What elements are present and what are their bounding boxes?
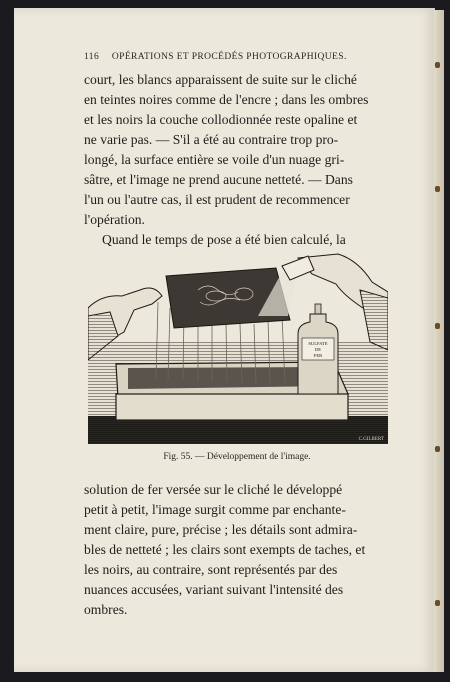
bottle-stopper: [315, 304, 321, 314]
text-line: l'un ou l'autre cas, il est prudent de recommencer: [84, 192, 350, 207]
paragraph-bottom: [84, 480, 390, 620]
text-line: solution de fer versée sur le cliché le développé: [84, 482, 343, 497]
page-edge-mark: [435, 323, 440, 329]
text-line: bles de netteté ; les clairs sont exempts de taches, et: [84, 542, 366, 557]
running-head: [84, 52, 394, 62]
text-line: en teintes noires comme de l'encre ; dans les ombres: [84, 92, 369, 107]
text-line: l'opération.: [84, 212, 145, 227]
text-line: ment claire, pure, précise ; les détails sont admira-: [84, 522, 358, 537]
tray-front: [116, 394, 348, 420]
page-edge-mark: [435, 446, 440, 452]
running-head-title: OPÉRATIONS ET PROCÉDÉS PHOTOGRAPHIQUES.: [111, 52, 347, 62]
text-line: court, les blancs apparaissent de suite sur le cliché: [84, 72, 357, 87]
text-line: nuances accusées, variant suivant l'intensité des: [84, 582, 344, 597]
engraver-signature: C.GILBERT: [358, 437, 384, 442]
text-line: sâtre, et l'image ne prend aucune netteté. — Dans: [84, 172, 353, 187]
page-edge-mark: [435, 62, 440, 68]
page-edge: [434, 10, 444, 672]
paragraph-top: [84, 70, 390, 250]
text-line: ombres.: [84, 602, 128, 617]
page-edge-mark: [435, 600, 440, 606]
bottle-label-line3: FER: [313, 353, 323, 358]
text-line: ne varie pas. — S'il a été au contraire trop pro-: [84, 132, 339, 147]
page-edge-mark: [435, 186, 440, 192]
right-cuff: [360, 290, 388, 350]
text-line: et les noirs la couche collodionnée reste opaline et: [84, 112, 358, 127]
text-line: Quand le temps de pose a été bien calculé, la: [102, 232, 346, 247]
text-line: les noirs, au contraire, sont représentés par des: [84, 562, 338, 577]
engraving-figure: [88, 246, 388, 444]
text-line: petit à petit, l'image surgit comme par enchante-: [84, 502, 346, 517]
bottle-label-line1: SULFATE: [308, 341, 328, 346]
text-line: longé, la surface entière se voile d'un nuage gri-: [84, 152, 345, 167]
figure-caption: Fig. 55. — Développement de l'image.: [163, 452, 311, 462]
page-number: 116: [84, 52, 100, 62]
bottle-label-line2: DE: [314, 347, 322, 352]
